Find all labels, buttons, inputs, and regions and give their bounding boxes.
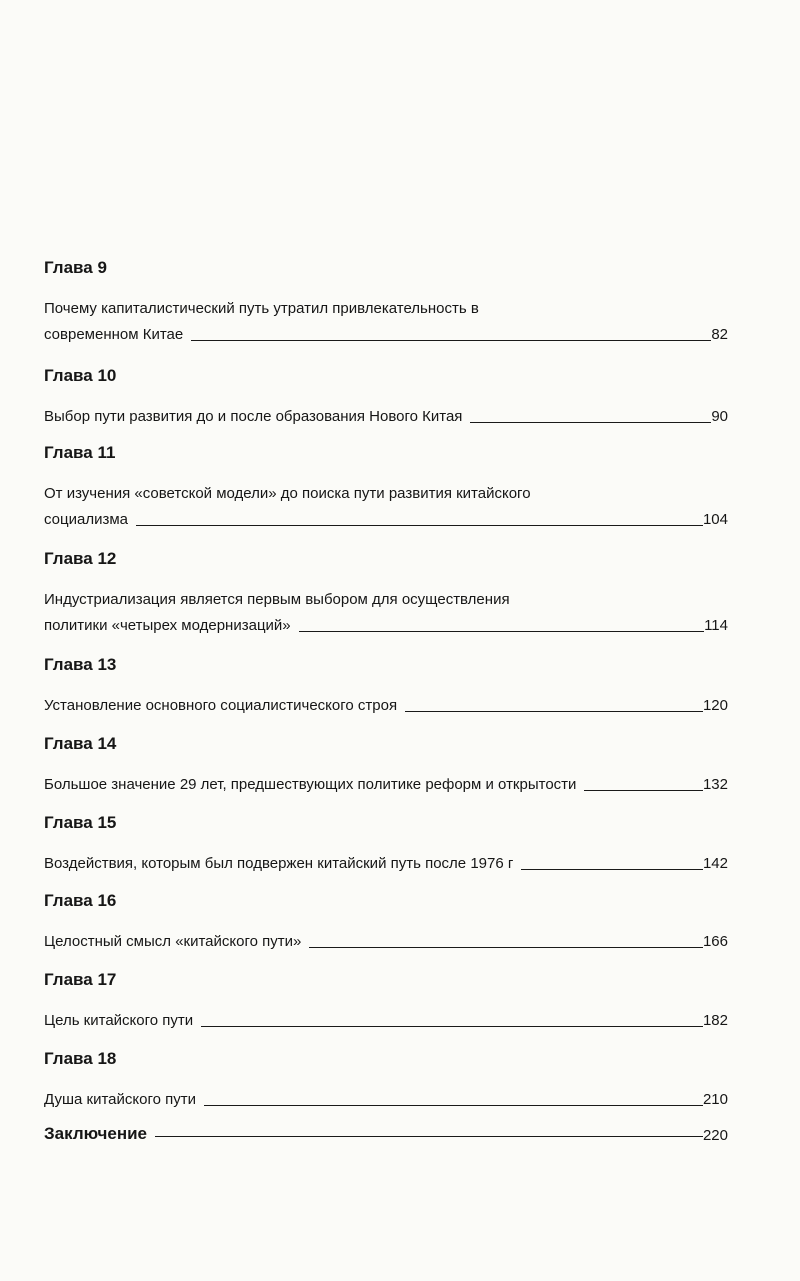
page-number: 220 <box>702 1127 728 1144</box>
chapter-entry-line <box>44 693 728 719</box>
leader-rule <box>470 422 711 423</box>
chapter-title: Воздействия, которым был подвержен китайский путь после 1976 г <box>44 855 514 872</box>
chapter-title: социализма <box>44 511 128 528</box>
conclusion-label: Заключение <box>44 1124 147 1143</box>
toc-chapter-14[interactable] <box>44 734 728 798</box>
chapter-heading: Глава 10 <box>44 366 117 385</box>
chapter-entry-line <box>44 613 728 639</box>
chapter-heading: Глава 15 <box>44 813 117 832</box>
leader-rule <box>201 1026 703 1027</box>
chapter-entry-line <box>44 507 728 533</box>
toc-chapter-12[interactable] <box>44 549 728 639</box>
chapter-title: Выбор пути развития до и после образования Нового Китая <box>44 408 463 425</box>
chapter-title: Цель китайского пути <box>44 1012 194 1029</box>
toc-chapter-10[interactable] <box>44 366 728 430</box>
leader-rule <box>299 631 704 632</box>
chapter-entry-line <box>44 929 728 955</box>
page-number: 114 <box>704 617 728 634</box>
chapter-entry-line <box>44 1087 728 1113</box>
chapter-entry-line <box>44 851 728 877</box>
toc-conclusion[interactable] <box>44 1124 728 1144</box>
chapter-entry-line <box>44 1008 728 1034</box>
chapter-entry-line <box>44 404 728 430</box>
chapter-heading: Глава 14 <box>44 734 117 753</box>
chapter-title: Установление основного социалистического строя <box>44 697 398 714</box>
leader-rule <box>191 340 711 341</box>
page-number: 142 <box>702 855 728 872</box>
leader-rule <box>155 1136 703 1137</box>
page-number: 166 <box>702 933 728 950</box>
page-number: 210 <box>702 1091 728 1108</box>
chapter-title: Большое значение 29 лет, предшествующих политике реформ и открытости <box>44 776 577 793</box>
chapter-entry-line <box>44 772 728 798</box>
toc-chapter-13[interactable] <box>44 655 728 719</box>
chapter-title: политики «четырех модернизаций» <box>44 617 291 634</box>
chapter-heading: Глава 16 <box>44 891 117 910</box>
chapter-title-line: Почему капиталистический путь утратил привлекательность в <box>44 300 479 317</box>
leader-rule <box>521 869 703 870</box>
toc-chapter-9[interactable] <box>44 258 728 348</box>
chapter-title: современном Китае <box>44 326 184 343</box>
page-number: 90 <box>711 408 728 425</box>
chapter-heading: Глава 9 <box>44 258 107 277</box>
chapter-heading: Глава 13 <box>44 655 117 674</box>
toc-chapter-11[interactable] <box>44 443 728 533</box>
leader-rule <box>584 790 703 791</box>
toc-chapter-18[interactable] <box>44 1049 728 1113</box>
chapter-heading: Глава 12 <box>44 549 117 568</box>
toc-chapter-16[interactable] <box>44 891 728 955</box>
chapter-title-line: Индустриализация является первым выбором для осуществления <box>44 591 510 608</box>
leader-rule <box>204 1105 703 1106</box>
chapter-entry-line <box>44 322 728 348</box>
chapter-title-line: От изучения «советской модели» до поиска пути развития китайского <box>44 485 531 502</box>
chapter-title: Душа китайского пути <box>44 1091 196 1108</box>
chapter-heading: Глава 11 <box>44 443 116 462</box>
chapter-heading: Глава 18 <box>44 1049 117 1068</box>
page-number: 132 <box>702 776 728 793</box>
page-number: 82 <box>711 326 728 343</box>
toc-chapter-15[interactable] <box>44 813 728 877</box>
leader-rule <box>309 947 703 948</box>
page-number: 120 <box>702 697 728 714</box>
page-number: 104 <box>702 511 728 528</box>
leader-rule <box>136 525 703 526</box>
toc-chapter-17[interactable] <box>44 970 728 1034</box>
chapter-heading: Глава 17 <box>44 970 117 989</box>
leader-rule <box>405 711 703 712</box>
page-number: 182 <box>702 1012 728 1029</box>
chapter-title: Целостный смысл «китайского пути» <box>44 933 302 950</box>
